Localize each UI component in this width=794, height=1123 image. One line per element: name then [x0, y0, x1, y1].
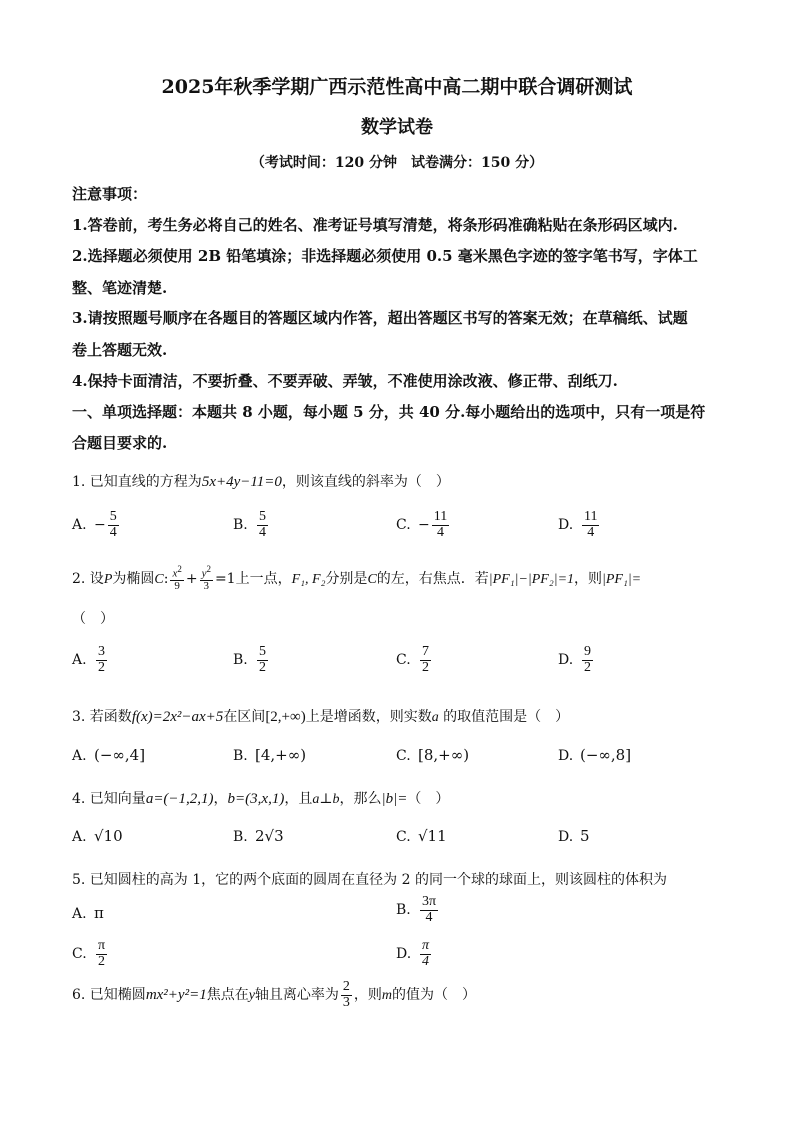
q3-option-b[interactable]: B. [4,+∞)	[233, 746, 307, 764]
exam-info: （考试时间：120 分钟 试卷满分：150 分）	[250, 155, 544, 171]
question-5: 5. 已知圆柱的高为 1，它的两个底面的圆周在直径为 2 的同一个球的球面上，则该圆柱的体积为	[72, 872, 667, 888]
question-4: 4. 已知向量a=(−1,2,1)，b=(3,x,1)，且a⊥b，那么|b|=（ ）	[72, 791, 450, 807]
note-item-3-cont: 卷上答题无效.	[72, 341, 168, 359]
question-2: 2. 设P为椭圆C: $\frac{x^2}{9}$ + $\frac{y^2}{3}$ =1上一点，F₁, F₂分别是C的左，右焦点．若|PF₁|−|PF₂|=1，则|PF₁|=	[72, 564, 642, 593]
q3-option-a[interactable]: A. (−∞,4]	[72, 746, 146, 764]
q4-option-b[interactable]: B. 2√3	[233, 827, 284, 845]
q2-option-a[interactable]: A. $\frac{3}{2}$	[72, 644, 105, 675]
question-3: 3. 若函数f(x)=2x²−ax+5在区间[2,+∞)上是增函数，则实数a 的取值范围是（ ）	[72, 709, 570, 725]
q4-option-a[interactable]: A. √10	[72, 827, 123, 845]
question-1: 1. 已知直线的方程为5x+4y−11=0，则该直线的斜率为（ ）	[72, 474, 450, 490]
q5-option-a[interactable]: A. π	[72, 904, 104, 922]
q5-option-c[interactable]: C. $\frac{\pi}{2}$	[72, 938, 106, 969]
question-6: 6. 已知椭圆mx²+y²=1焦点在y轴且离心率为 $\frac{2}{3}$ ，则m的值为（ ）	[72, 979, 477, 1010]
exam-subtitle: 数学试卷	[361, 117, 433, 138]
q3-option-d[interactable]: D. (−∞,8]	[558, 746, 632, 764]
section1-line1: 一、单项选择题：本题共 8 小题，每小题 5 分，共 40 分.每小题给出的选项中，只有一项是符	[72, 403, 706, 421]
note-item-3: 3.请按照题号顺序在各题目的答题区域内作答，超出答题区书写的答案无效；在草稿纸、试题	[72, 309, 688, 327]
q2-option-d[interactable]: D. $\frac{9}{2}$	[558, 644, 591, 675]
q4-option-c[interactable]: C. √11	[396, 827, 447, 845]
q4-option-d[interactable]: D. 5	[558, 827, 590, 845]
q1-option-b[interactable]: B. $\frac{5}{4}$	[233, 509, 266, 540]
note-item-4: 4.保持卡面清洁，不要折叠、不要弄破、弄皱，不准使用涂改液、修正带、刮纸刀.	[72, 372, 618, 390]
note-item-1: 1.答卷前，考生务必将自己的姓名、准考证号填写清楚，将条形码准确粘贴在条形码区域内.	[72, 216, 678, 234]
note-item-2: 2.选择题必须使用 2B 铅笔填涂；非选择题必须使用 0.5 毫米黑色字迹的签字笔书写，字体工	[72, 247, 698, 265]
q1-option-c[interactable]: C. − $\frac{11}{4}$	[396, 509, 448, 540]
exam-title: 2025年秋季学期广西示范性高中高二期中联合调研测试	[161, 76, 633, 98]
q3-option-c[interactable]: C. [8,+∞)	[396, 746, 470, 764]
q1-option-d[interactable]: D. $\frac{11}{4}$	[558, 509, 598, 540]
q2-option-b[interactable]: B. $\frac{5}{2}$	[233, 644, 266, 675]
notes-heading: 注意事项：	[72, 185, 148, 203]
q5-option-d[interactable]: D. $\frac{\pi}{4}$	[396, 938, 430, 969]
q1-option-a[interactable]: A. − $\frac{5}{4}$	[72, 509, 117, 540]
q2-option-c[interactable]: C. $\frac{7}{2}$	[396, 644, 429, 675]
q2-paren: （ ）	[72, 611, 114, 627]
q5-option-b[interactable]: B. $\frac{3\pi}{4}$	[396, 894, 437, 925]
note-item-2-cont: 整、笔迹清楚.	[72, 279, 168, 297]
section1-line2: 合题目要求的.	[72, 434, 168, 452]
